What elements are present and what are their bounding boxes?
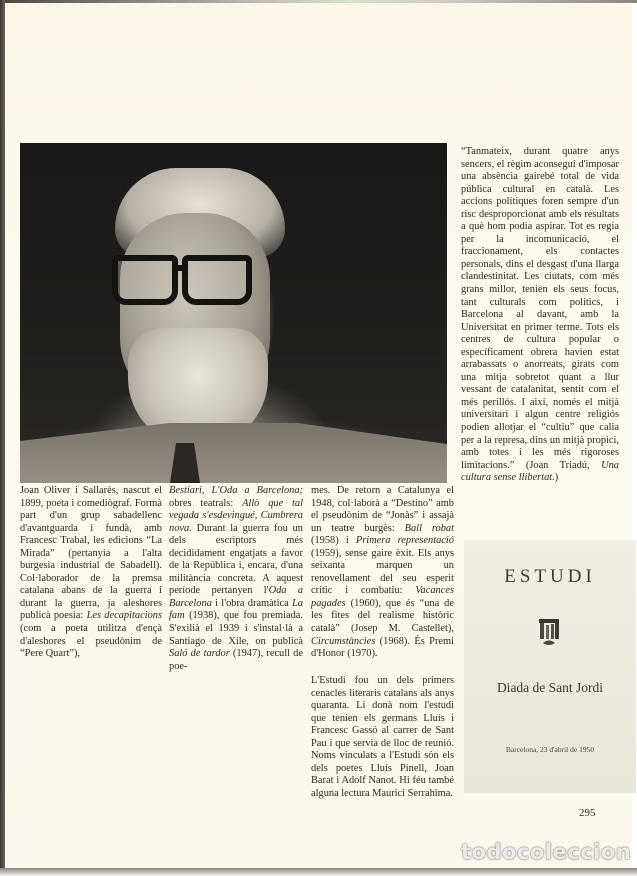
text-run: mes. De retorn a Catalunya el 1948, col·laborà a “Destino” amb el pseudònim de “Jonàs” i assajà un teatre burgès: (311, 485, 454, 534)
text-run: ) (554, 472, 559, 484)
text-run: Joan Oliver i Sallarès, nascut el 1899, poeta i comediògraf. Formà part d'un grup sabadellenc d'avantguarda i fundà, amb Francesc Trabal, les edicions “La Mirada” (pertanyia a l'alta burgesia industrial de Sabadell). Col·laborador de la premsa catalana abans de la guerra i durant la guerra, ja aleshores publicà poesia: (20, 485, 162, 622)
text-run: Durant la guerra fou un dels escriptors més decididament engatjats a favor de la República i, encara, d'una militància concreta. A aquest període pertanyen l' (169, 522, 303, 597)
text-run: (1968). És Premi d'Honor (1970). (311, 635, 454, 660)
scan-left-edge (0, 0, 5, 876)
text-run: (1947), recull de poe- (169, 648, 303, 672)
scan-bottom-edge (0, 868, 637, 876)
italic-title: Allò que tal vegada s'esdevingué, Cumbrera nova. (169, 497, 304, 534)
portrait-photo (20, 143, 447, 483)
estudi-card-image (464, 540, 636, 793)
biography-column-2 (169, 485, 303, 673)
text-run: (com a poeta utilitza d'ençà d'aleshores el pseudònim de “Pere Quart”), (20, 623, 162, 660)
italic-title: Primera representació (355, 535, 454, 547)
biography-column-3 (311, 485, 454, 661)
italic-title: Bestiari, L'Oda a Barcelona; (169, 485, 303, 496)
italic-title: La fam (169, 597, 303, 622)
text-run: “Tanmateix, durant quatre anys sencers, el règim aconseguí d'imposar una absència gairebé total de vida pública cultural en català. Les accions polítiques foren sempre d'un risc desproporcionat amb els resultats a què hom podia aspirar. Tot es regia per la incomunicació, el fraccionament, els contactes personals, dins el desgast d'una llarga clandestinitat. Les ciutats, com més grans millor, tenien els seus focus, tant culturals com polítics, i Barcelona al davant, amb la Universitat en primer terme. Tots els centres de cultura popular o específicament obrera havien estat arrabassats o anorreats, girats com una mitja sobretot quant a llur vessant de catalanitat, sentit com el més perillós. I així, només el mitjà universitari i algun centre religiós podien allotjar el “cultiu” que calia per a la represa, dins un mitjà propici, amb totes i les més rigoroses limitacions.” (Joan Triadú, (461, 146, 619, 471)
italic-title: Vacances pagades (311, 585, 454, 609)
text-run: (1960), que és “una de les fites del realisme històric català” (Josep M. Castellet), (311, 597, 454, 635)
italic-title: Oda a Barcelona (169, 585, 304, 609)
photo-glasses-bridge (172, 265, 188, 271)
page-number: 295 (579, 807, 596, 819)
photo-glasses-left (112, 255, 178, 305)
italic-title: Una cultura sense llibertat. (461, 459, 619, 484)
italic-title: Ball robat (404, 522, 455, 534)
italic-title: Saló de tardor (169, 648, 230, 660)
estudi-description (311, 675, 454, 800)
photo-glasses-right (182, 255, 252, 305)
italic-title: Les decapitacions (86, 610, 162, 622)
text-run: (1938), que fou premiada. S'exilià el 1939 i s'instal·là a Santiago de Xile, on publicà (169, 610, 303, 647)
text-run: (1958) i (311, 535, 356, 547)
photo-coat (20, 423, 447, 483)
text-run: (1959), sense gaire èxit. Els anys seixanta marquen un renovellament del seu esperit crític i combatiu: (311, 547, 454, 597)
text-run: i l'obra dramàtica (211, 597, 293, 609)
text-run: L'Estudi fou un dels primers cenacles literaris catalans als anys quaranta. Li donà nom l'estudi que tenien els germans Lluís i Francesc Gassó al carrer de Sant Pau i que servia de lloc de reunió. Noms vinculats a l'Estudi són els dels poetes Lluís Pinell, Joan Barat i Adolf Nanot. Hi féu també alguna lectura Maurici Serrahima. (311, 675, 454, 799)
biography-column-1 (20, 485, 162, 661)
estudi-subtitle: Diada de Sant Jordi (496, 680, 604, 695)
watermark: todocoleccion (461, 840, 632, 864)
italic-title: Circumstàncies (311, 635, 376, 647)
emblem-icon (537, 618, 561, 648)
triadu-quote (461, 146, 619, 485)
text-run: obres teatrals: (169, 497, 243, 509)
scan-top-edge (0, 0, 637, 3)
estudi-title: ESTUDI (504, 566, 596, 587)
estudi-date-line: Barcelona, 23 d'abril de 1950 (505, 745, 595, 754)
